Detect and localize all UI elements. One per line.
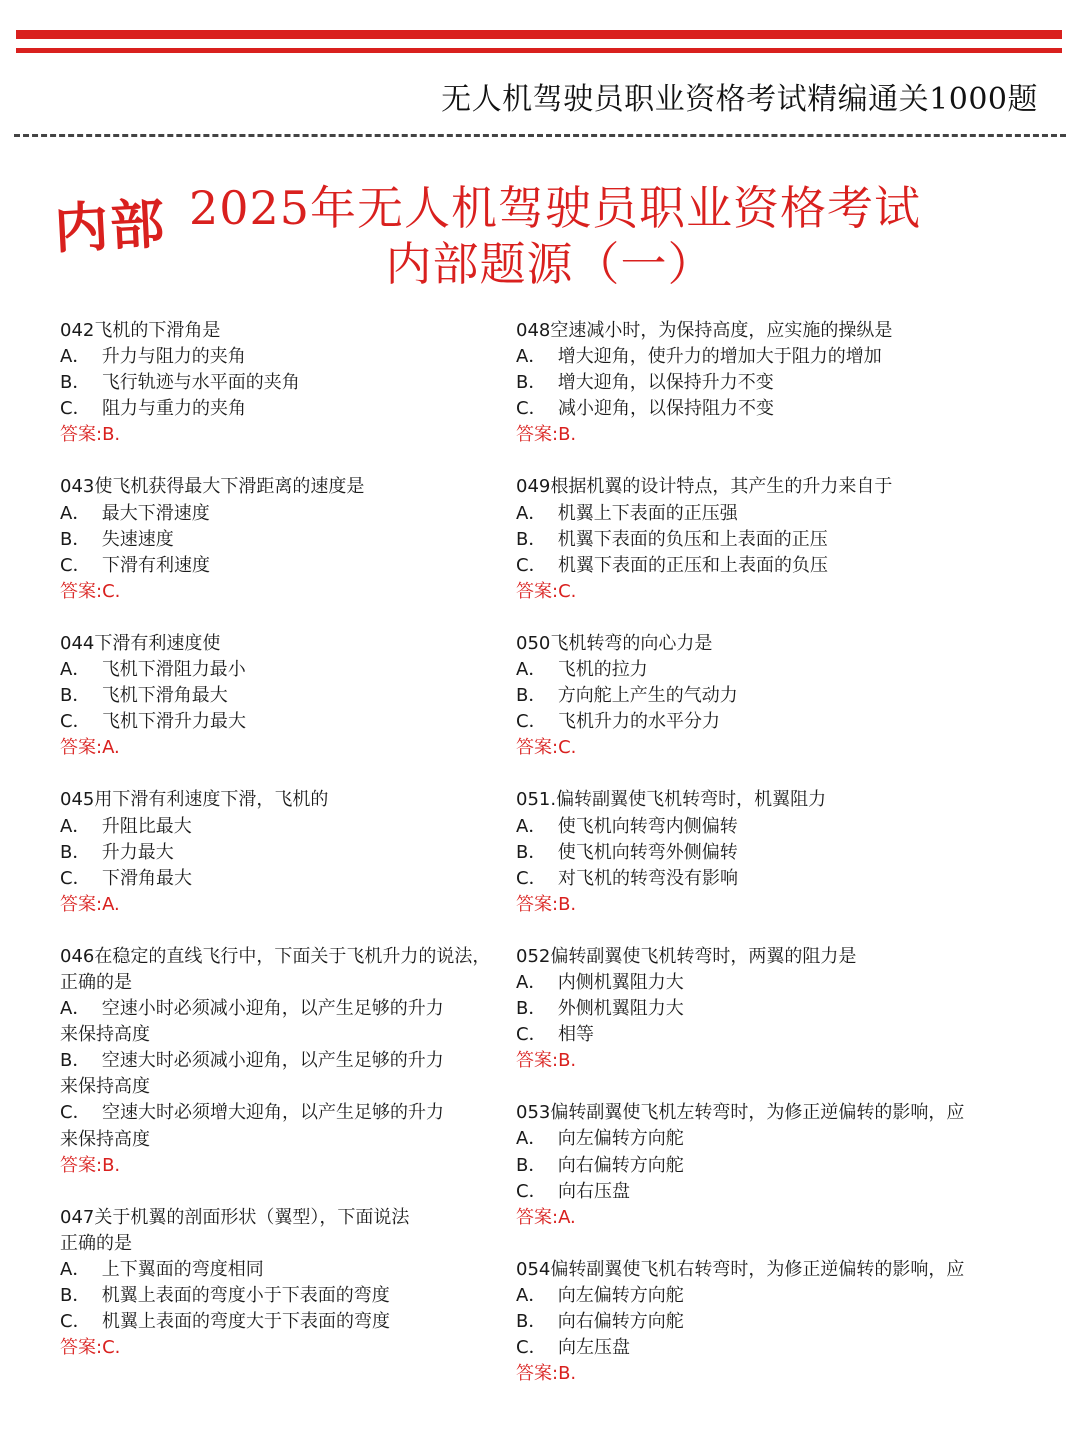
question-line: A． 升力与阻力的夹角 xyxy=(60,346,246,368)
question-line: C． 机翼上表面的弯度大于下表面的弯度 xyxy=(60,1311,391,1333)
question-block xyxy=(516,944,1016,1074)
right-question-column xyxy=(516,318,1016,1413)
question-line: C． 机翼下表面的正压和上表面的负压 xyxy=(516,554,829,576)
question-block xyxy=(516,1100,1016,1230)
answer-text: 答案:C. xyxy=(516,580,577,602)
question-line: B． 失速速度 xyxy=(60,528,174,550)
question-text: 044下滑有利速度使 xyxy=(60,632,221,654)
question-text: 051.偏转副翼使飞机转弯时，机翼阻力 xyxy=(516,789,827,811)
question-line: C． 空速大时必须增大迎角，以产生足够的升力 xyxy=(60,1102,445,1124)
question-text: 048空速减小时，为保持高度，应实施的操纵是 xyxy=(516,320,893,341)
question-text: 047关于机翼的剖面形状（翼型），下面说法 xyxy=(60,1206,410,1228)
question-line: B． 使飞机向转弯外侧偏转 xyxy=(516,841,738,863)
question-block xyxy=(60,318,510,448)
question-block xyxy=(60,787,510,917)
question-text: 050飞机转弯的向心力是 xyxy=(516,632,713,654)
answer-text: 答案:B. xyxy=(516,424,577,446)
question-text: 052偏转副翼使飞机转弯时，两翼的阻力是 xyxy=(516,945,857,967)
question-line: C． 相等 xyxy=(516,1024,595,1046)
question-block xyxy=(60,944,510,1179)
question-line: 来保持高度 xyxy=(60,1024,150,1046)
question-line: C． 飞机升力的水平分力 xyxy=(516,711,721,733)
answer-text: 答案:A. xyxy=(60,737,120,759)
question-line: A． 向左偏转方向舵 xyxy=(516,1284,684,1306)
question-line: A． 使飞机向转弯内侧偏转 xyxy=(516,815,738,837)
question-line: 正确的是 xyxy=(60,971,132,993)
question-block xyxy=(516,787,1016,917)
question-line: A． 最大下滑速度 xyxy=(60,502,210,524)
question-line: C． 飞机下滑升力最大 xyxy=(60,711,247,733)
answer-text: 答案:B. xyxy=(516,1363,577,1385)
answer-text: 答案:B. xyxy=(516,1050,577,1072)
question-line: C． 下滑有利速度 xyxy=(60,554,211,576)
page-title-line2: 内部题源（一） xyxy=(385,237,715,291)
page-title-line1: 2025年无人机驾驶员职业资格考试 xyxy=(188,181,922,235)
question-line: B． 向右偏转方向舵 xyxy=(516,1311,684,1332)
question-line: B． 空速大时必须减小迎角，以产生足够的升力 xyxy=(60,1050,444,1072)
series-title: 无人机驾驶员职业资格考试精编通关1000题 xyxy=(441,82,1038,117)
question-line: B． 向右偏转方向舵 xyxy=(516,1154,684,1176)
question-line: 正确的是 xyxy=(60,1232,132,1254)
question-line: A． 机翼上下表面的正压强 xyxy=(516,502,738,524)
question-line: C． 下滑角最大 xyxy=(60,867,193,889)
question-line: C． 阻力与重力的夹角 xyxy=(60,398,247,420)
answer-text: 答案:B. xyxy=(60,424,121,446)
question-line: C． 减小迎角，以保持阻力不变 xyxy=(516,398,775,420)
question-text: 053偏转副翼使飞机左转弯时，为修正逆偏转的影响，应 xyxy=(516,1102,965,1124)
question-block xyxy=(60,474,510,604)
top-red-bar-thin xyxy=(16,48,1062,53)
question-line: A． 飞机的拉力 xyxy=(516,659,648,681)
question-line: A． 空速小时必须减小迎角，以产生足够的升力 xyxy=(60,998,444,1020)
question-text: 049根据机翼的设计特点，其产生的升力来自于 xyxy=(516,476,893,498)
dashed-divider xyxy=(14,134,1066,137)
answer-text: 答案:C. xyxy=(60,1337,121,1359)
question-line: B． 机翼上表面的弯度小于下表面的弯度 xyxy=(60,1285,390,1306)
question-line: B． 方向舵上产生的气动力 xyxy=(516,685,738,707)
question-line: B． 外侧机翼阻力大 xyxy=(516,998,684,1020)
answer-text: 答案:B. xyxy=(516,893,577,915)
left-question-column xyxy=(60,318,510,1387)
question-line: B． 飞行轨迹与水平面的夹角 xyxy=(60,372,300,394)
question-text: 045用下滑有利速度下滑，飞机的 xyxy=(60,789,329,811)
question-line: C． 向右压盘 xyxy=(516,1180,631,1202)
question-line: B． 升力最大 xyxy=(60,841,174,863)
answer-text: 答案:A. xyxy=(516,1206,576,1228)
question-line: A． 向左偏转方向舵 xyxy=(516,1128,684,1150)
question-text: 043使飞机获得最大下滑距离的速度是 xyxy=(60,476,365,498)
question-text: 046在稳定的直线飞行中，下面关于飞机升力的说法， xyxy=(60,945,491,967)
question-text: 054偏转副翼使飞机右转弯时，为修正逆偏转的影响，应 xyxy=(516,1258,965,1280)
question-line: 来保持高度 xyxy=(60,1128,150,1150)
question-block xyxy=(516,631,1016,761)
answer-text: 答案:A. xyxy=(60,893,120,915)
question-line: B． 机翼下表面的负压和上表面的正压 xyxy=(516,528,828,550)
question-block xyxy=(516,318,1016,448)
question-block xyxy=(60,1205,510,1362)
question-line: A． 内侧机翼阻力大 xyxy=(516,971,684,993)
question-line: A． 增大迎角，使升力的增加大于阻力的增加 xyxy=(516,346,882,368)
question-block xyxy=(516,1257,1016,1387)
question-line: C． 向左压盘 xyxy=(516,1337,631,1359)
answer-text: 答案:B. xyxy=(60,1154,121,1176)
top-red-bar xyxy=(16,30,1062,39)
question-line: A． 升阻比最大 xyxy=(60,815,192,837)
internal-badge: 内部 xyxy=(52,191,168,261)
answer-text: 答案:C. xyxy=(60,580,121,602)
question-line: C． 对飞机的转弯没有影响 xyxy=(516,867,739,889)
question-line: A． 上下翼面的弯度相同 xyxy=(60,1258,264,1280)
question-block xyxy=(60,631,510,761)
question-line: B． 飞机下滑角最大 xyxy=(60,685,228,707)
answer-text: 答案:C. xyxy=(516,737,577,759)
question-line: B． 增大迎角，以保持升力不变 xyxy=(516,372,774,394)
question-text: 042飞机的下滑角是 xyxy=(60,320,221,341)
question-line: 来保持高度 xyxy=(60,1076,150,1098)
question-line: A． 飞机下滑阻力最小 xyxy=(60,659,246,681)
question-block xyxy=(516,474,1016,604)
